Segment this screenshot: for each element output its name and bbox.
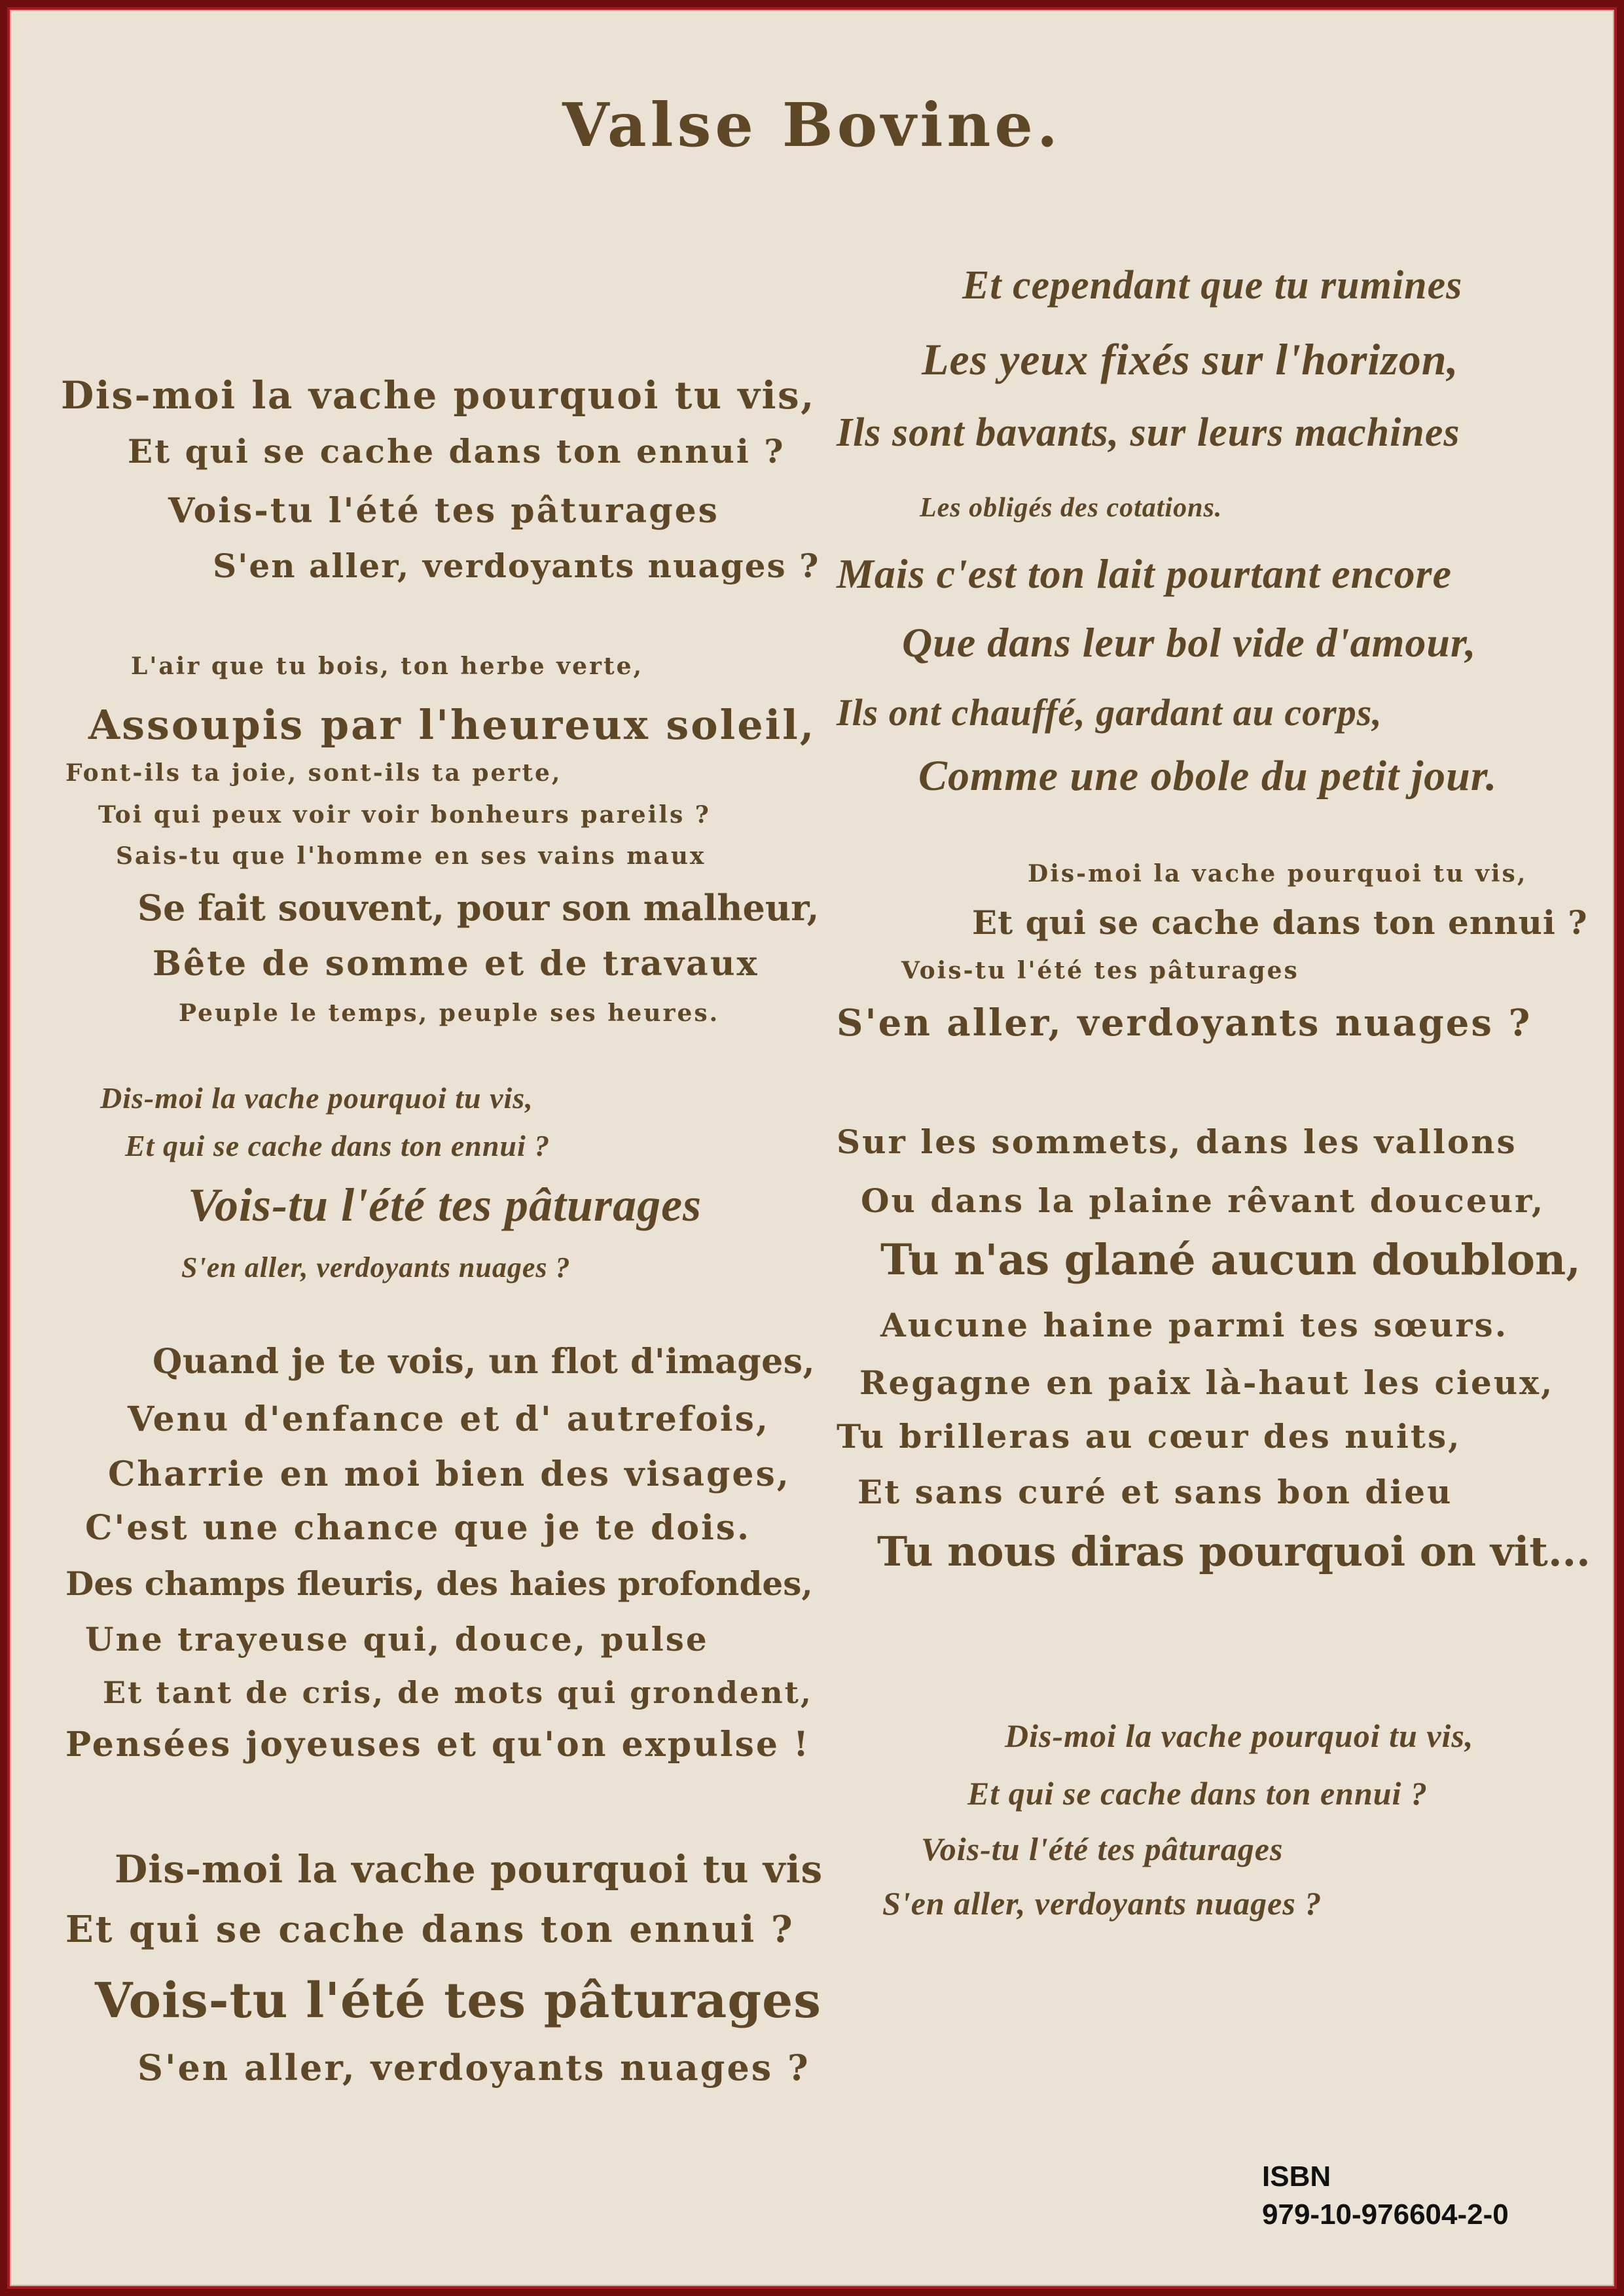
poem-line: S'en aller, verdoyants nuages ? <box>181 1251 571 1283</box>
poem-line: S'en aller, verdoyants nuages ? <box>882 1885 1322 1922</box>
poem-line: Et sans curé et sans bon dieu <box>857 1473 1453 1511</box>
poem-line: Pensées joyeuses et qu'on expulse ! <box>65 1725 810 1765</box>
poem-line: S'en aller, verdoyants nuages ? <box>837 1001 1532 1045</box>
poem-line: Et qui se cache dans ton ennui ? <box>972 903 1588 942</box>
poem-page <box>7 7 1617 2289</box>
poem-line: Ils sont bavants, sur leurs machines <box>837 410 1460 455</box>
poem-line: Dis-moi la vache pourquoi tu vis, <box>1005 1717 1474 1754</box>
poem-line: Bête de somme et de travaux <box>153 944 759 984</box>
poem-line: Sais-tu que l'homme en ses vains maux <box>116 842 706 870</box>
poem-line: Ou dans la plaine rêvant douceur, <box>861 1181 1545 1220</box>
poem-line: Aucune haine parmi tes sœurs. <box>880 1306 1509 1344</box>
poem-line: C'est une chance que je te dois. <box>85 1508 751 1548</box>
poem-line: Et cependant que tu rumines <box>962 263 1463 308</box>
poem-line: S'en aller, verdoyants nuages ? <box>213 547 820 585</box>
poem-line: L'air que tu bois, ton herbe verte, <box>131 653 644 680</box>
poem-line: Quand je te vois, un flot d'images, <box>153 1342 816 1382</box>
poem-line: Dis-moi la vache pourquoi tu vis, <box>100 1081 533 1115</box>
poem-line: Vois-tu l'été tes pâturages <box>901 957 1299 984</box>
poem-title: Valse Bovine. <box>562 90 1062 160</box>
poem-line: Ils ont chauffé, gardant au corps, <box>837 691 1382 734</box>
poem-line: Et qui se cache dans ton ennui ? <box>128 432 785 471</box>
isbn-label: ISBN <box>1262 2161 1331 2193</box>
isbn-block <box>1262 2158 1509 2234</box>
poem-line: Mais c'est ton lait pourtant encore <box>837 550 1452 597</box>
poem-line: Tu nous diras pourquoi on vit... <box>877 1528 1591 1575</box>
poem-line: S'en aller, verdoyants nuages ? <box>137 2047 810 2089</box>
poem-line: Et tant de cris, de mots qui grondent, <box>103 1675 813 1710</box>
poem-line: Regagne en paix là-haut les cieux, <box>859 1363 1555 1402</box>
poem-line: Peuple le temps, peuple ses heures. <box>179 999 720 1027</box>
poem-line: Font-ils ta joie, sont-ils ta perte, <box>65 759 562 787</box>
poem-line: Vois-tu l'été tes pâturages <box>921 1831 1284 1867</box>
poem-line: Les yeux fixés sur l'horizon, <box>922 334 1459 384</box>
poem-line: Tu brilleras au cœur des nuits, <box>837 1417 1462 1456</box>
poem-line: Et qui se cache dans ton ennui ? <box>967 1775 1428 1812</box>
isbn-number: 979-10-976604-2-0 <box>1262 2198 1509 2231</box>
poem-line: Des champs fleuris, des haies profondes, <box>65 1564 813 1603</box>
poem-line: Dis-moi la vache pourquoi tu vis, <box>1028 860 1528 888</box>
poem-line: Se fait souvent, pour son malheur, <box>137 887 820 929</box>
poem-line: Que dans leur bol vide d'amour, <box>902 619 1477 666</box>
poem-line: Et qui se cache dans ton ennui ? <box>65 1908 795 1951</box>
poem-line: Charrie en moi bien des visages, <box>108 1454 791 1494</box>
poem-line: Tu n'as glané aucun doublon, <box>880 1235 1581 1285</box>
poem-line: Vois-tu l'été tes pâturages <box>188 1179 702 1231</box>
poem-line: Dis-moi la vache pourquoi tu vis, <box>61 373 816 418</box>
poem-line: Toi qui peux voir voir bonheurs pareils ? <box>98 801 711 829</box>
poem-line: Vois-tu l'été tes pâturages <box>95 1973 821 2029</box>
poem-line: Une trayeuse qui, douce, pulse <box>85 1620 709 1659</box>
poem-line: Et qui se cache dans ton ennui ? <box>125 1129 550 1162</box>
poem-line: Assoupis par l'heureux soleil, <box>88 701 816 749</box>
poem-line: Vois-tu l'été tes pâturages <box>168 491 719 531</box>
poem-line: Dis-moi la vache pourquoi tu vis <box>115 1847 823 1892</box>
poem-line: Comme une obole du petit jour. <box>918 752 1498 800</box>
poem-line: Venu d'enfance et d' autrefois, <box>128 1399 770 1439</box>
poem-line: Les obligés des cotations. <box>920 493 1223 523</box>
poem-line: Sur les sommets, dans les vallons <box>837 1122 1517 1161</box>
